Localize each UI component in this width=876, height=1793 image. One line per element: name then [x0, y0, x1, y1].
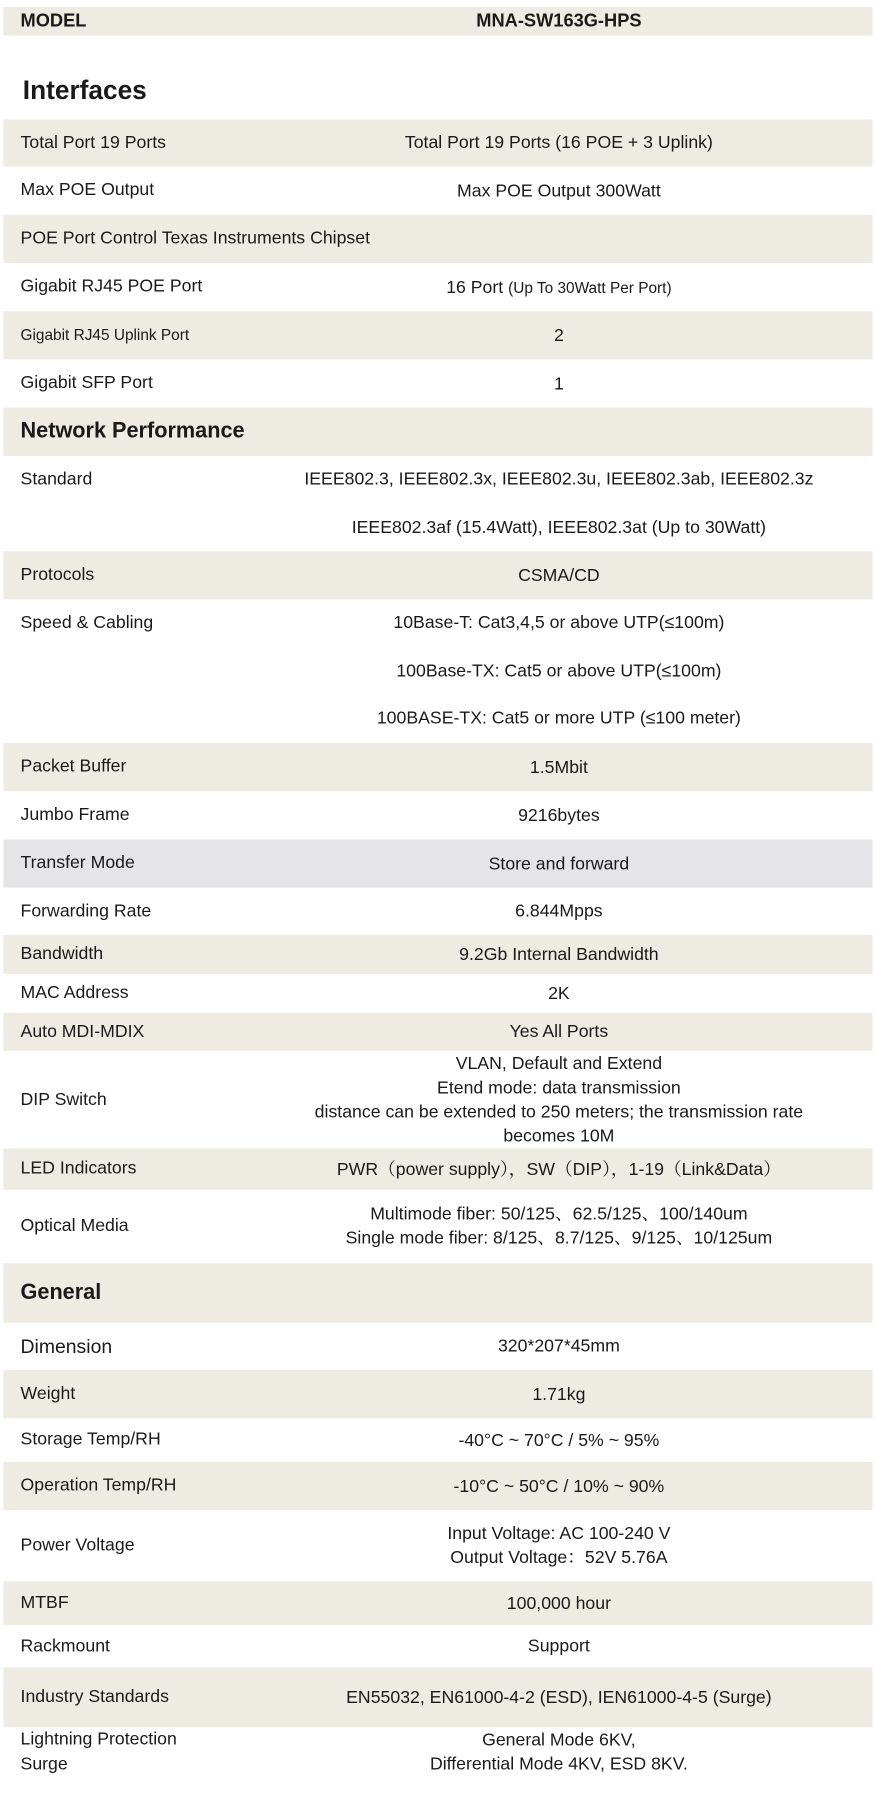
spec-value: 2 — [553, 325, 564, 346]
spec-label: Standard — [20, 469, 93, 490]
spec-label: Max POE Output — [20, 180, 155, 200]
model-value: MNA-SW163G-HPS — [476, 10, 642, 31]
spec-value: 6.844Mpps — [515, 901, 603, 922]
spec-value: 1.71kg — [532, 1384, 586, 1404]
spec-value — [245, 1051, 872, 1149]
spec-value: 1 — [553, 373, 564, 394]
row-operation — [3, 1462, 872, 1510]
dip-line: becomes 10M — [503, 1126, 615, 1146]
spec-label: Bandwidth — [20, 943, 104, 964]
model-label: MODEL — [20, 10, 87, 31]
row-weight — [3, 1370, 872, 1418]
row-rj45-poe — [3, 263, 872, 311]
spec-label: Industry Standards — [20, 1686, 169, 1707]
spec-value — [245, 599, 872, 743]
spec-value: CSMA/CD — [518, 565, 600, 586]
spec-value: Total Port 19 Ports (16 POE + 3 Uplink) — [404, 133, 713, 153]
row-rj45-uplink — [3, 311, 872, 359]
spec-label: DIP Switch — [20, 1089, 107, 1109]
row-standard — [3, 456, 872, 551]
optical-line: Multimode fiber: 50/125、62.5/125、100/140um — [370, 1204, 748, 1225]
lightning-line: Differential Mode 4KV, ESD 8KV. — [429, 1754, 688, 1775]
spec-value: 1.5Mbit — [529, 757, 588, 777]
row-sfp — [3, 359, 872, 407]
row-forwarding — [3, 888, 872, 935]
spec-value: EN55032, EN61000-4-2 (ESD), IEN61000-4-5 (Surge) — [346, 1687, 772, 1708]
spec-label: Jumbo Frame — [20, 805, 130, 825]
spec-value: 9.2Gb Internal Bandwidth — [459, 944, 659, 965]
spec-label: Operation Temp/RH — [20, 1475, 177, 1496]
row-speed — [3, 599, 872, 743]
row-packet-buffer — [3, 743, 872, 791]
spec-label: Gigabit RJ45 Uplink Port — [20, 326, 190, 344]
row-jumbo — [3, 791, 872, 839]
spec-label: Speed & Cabling — [20, 613, 154, 633]
section-interfaces — [3, 67, 872, 113]
port-note: (Up To 30Watt Per Port) — [508, 278, 672, 296]
spec-value — [245, 1727, 872, 1778]
standard-line: IEEE802.3, IEEE802.3x, IEEE802.3u, IEEE802.3ab, IEEE802.3z — [304, 469, 814, 490]
spec-value: -40°C ~ 70°C / 5% ~ 95% — [458, 1430, 660, 1450]
spec-label: Weight — [20, 1383, 76, 1404]
power-line: Output Voltage：52V 5.76A — [450, 1548, 668, 1568]
spec-label: Power Voltage — [20, 1535, 135, 1555]
spec-label: Auto MDI-MDIX — [20, 1021, 145, 1042]
row-mdix — [3, 1013, 872, 1051]
spec-value: PWR（power supply），SW（DIP），1-19（Link&Data） — [336, 1159, 781, 1179]
spec-label: Total Port 19 Ports — [20, 132, 166, 153]
spec-value — [245, 263, 872, 311]
power-line: Input Voltage: AC 100-240 V — [447, 1523, 671, 1544]
spec-label: Storage Temp/RH — [20, 1429, 161, 1450]
row-transfer — [3, 839, 872, 887]
spec-label: POE Port Control Texas Instruments Chipset — [20, 228, 371, 249]
spec-label: Forwarding Rate — [20, 900, 152, 921]
spec-value: Support — [527, 1636, 590, 1656]
row-led — [3, 1148, 872, 1189]
section-general — [3, 1263, 872, 1323]
spec-value: 100,000 hour — [506, 1593, 611, 1613]
spec-value: Max POE Output 300Watt — [457, 180, 661, 201]
lightning-line: General Mode 6KV, — [482, 1730, 636, 1751]
dip-line: VLAN, Default and Extend — [455, 1053, 663, 1074]
spec-value: Yes All Ports — [509, 1022, 609, 1042]
spec-label: Gigabit SFP Port — [20, 373, 153, 393]
port-count: 16 Port — [446, 277, 504, 297]
spec-label: Packet Buffer — [20, 756, 127, 777]
spec-label — [21, 1727, 177, 1778]
spec-value: -10°C ~ 50°C / 10% ~ 90% — [453, 1476, 665, 1496]
spec-value — [245, 456, 872, 551]
spec-value: 2K — [548, 983, 570, 1004]
spec-label: LED Indicators — [20, 1158, 137, 1179]
row-power — [3, 1510, 872, 1581]
spec-label: Dimension — [20, 1335, 113, 1357]
spec-value — [245, 1190, 872, 1263]
row-total-port — [3, 119, 872, 166]
spec-value: Store and forward — [488, 853, 630, 874]
spec-value: 320*207*45mm — [497, 1336, 620, 1357]
standard-line: IEEE802.3af (15.4Watt), IEEE802.3at (Up to 30Watt) — [351, 517, 767, 538]
spec-value: 9216bytes — [518, 805, 600, 826]
model-row — [3, 7, 872, 36]
row-storage — [3, 1418, 872, 1462]
row-industry — [3, 1667, 872, 1727]
spec-label: Protocols — [20, 565, 95, 585]
spec-label: Optical Media — [20, 1216, 129, 1236]
lightning-label-line: Lightning Protection — [20, 1729, 177, 1750]
row-dip — [3, 1051, 872, 1149]
spec-label: MAC Address — [20, 983, 129, 1003]
lightning-label-line: Surge — [20, 1754, 68, 1775]
row-poe-control — [3, 215, 872, 263]
row-bandwidth — [3, 935, 872, 974]
speed-line: 10Base-T: Cat3,4,5 or above UTP(≤100m) — [393, 613, 725, 633]
row-protocols — [3, 551, 872, 599]
row-dimension — [3, 1323, 872, 1370]
speed-line: 100Base-TX: Cat5 or above UTP(≤100m) — [396, 661, 722, 682]
spec-label: Transfer Mode — [20, 853, 135, 873]
row-max-poe — [3, 167, 872, 215]
row-mtbf — [3, 1581, 872, 1625]
dip-line: distance can be extended to 250 meters; the transmission rate — [314, 1101, 804, 1122]
section-title: General — [20, 1280, 102, 1305]
speed-line: 100BASE-TX: Cat5 or more UTP (≤100 meter) — [376, 708, 741, 729]
spec-label: Gigabit RJ45 POE Port — [20, 276, 203, 297]
row-mac — [3, 974, 872, 1013]
section-title: Network Performance — [20, 419, 245, 444]
dip-line: Etend mode: data transmission — [437, 1077, 681, 1098]
spec-label: Rackmount — [20, 1635, 110, 1656]
row-optical — [3, 1190, 872, 1263]
section-title: Interfaces — [22, 74, 147, 104]
section-network — [3, 408, 872, 456]
spec-label: MTBF — [20, 1592, 69, 1613]
row-rackmount — [3, 1625, 872, 1667]
row-lightning — [3, 1727, 872, 1778]
optical-line: Single mode fiber: 8/125、8.7/125、9/125、10/125um — [345, 1228, 773, 1249]
spec-value — [245, 1510, 872, 1581]
